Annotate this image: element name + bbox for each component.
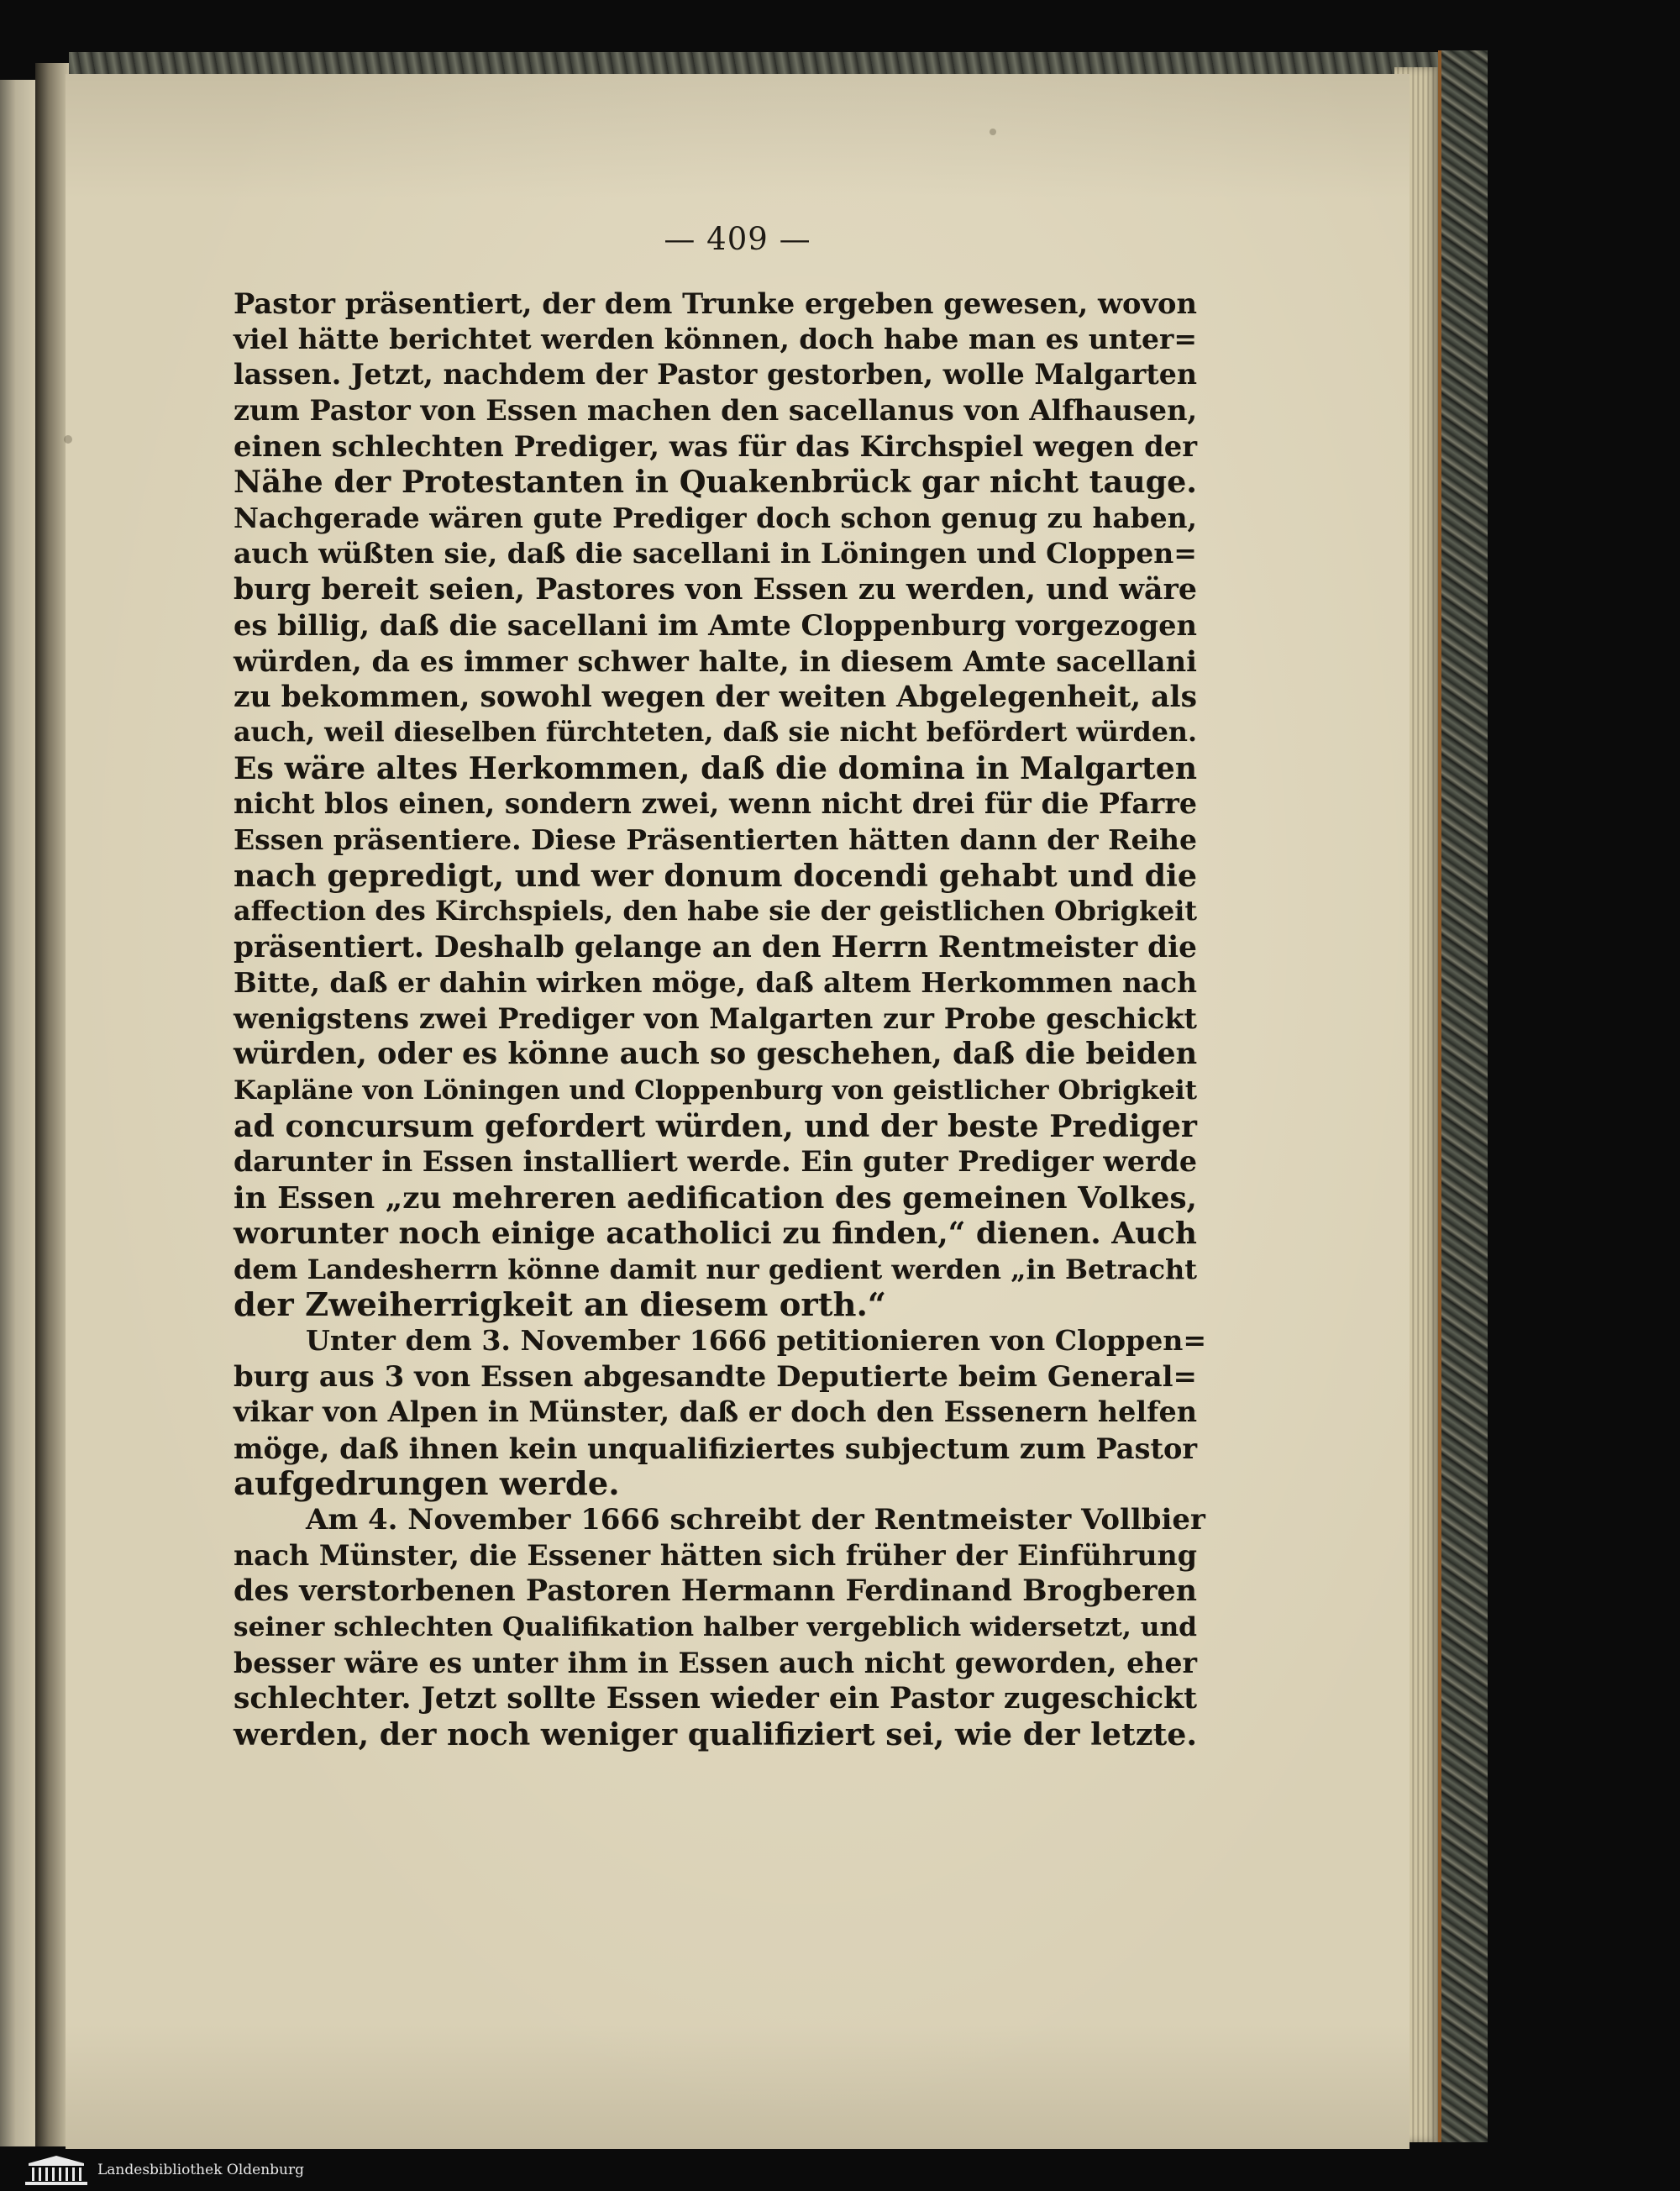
text-line: Unter dem 3. November 1666 petitionieren von Cloppen= [306,1324,1207,1358]
text-line: besser wäre es unter ihm in Essen auch nicht geworden, eher [234,1646,1197,1679]
text-line: werden, der noch weniger qualifiziert sei, wie der letzte. [234,1715,1197,1752]
book-page [66,74,1410,2149]
text-line: würden, da es immer schwer halte, in diesem Amte sacellani [234,644,1197,678]
text-line: ad concursum gefordert würden, und der beste Prediger [234,1107,1197,1144]
library-name: Landesbibliothek Oldenburg [97,2162,305,2178]
text-line: in Essen „zu mehreren aedification des gemeinen Volkes, [234,1180,1197,1216]
text-line: worunter noch einige acatholici zu finden,“ dienen. Auch [234,1216,1197,1252]
text-line: schlechter. Jetzt sollte Essen wieder ein Pastor zugeschickt [234,1682,1197,1716]
paper-spot [64,435,72,444]
text-line: burg aus 3 von Essen abgesandte Deputierte beim General= [234,1359,1197,1394]
text-line: nach gepredigt, und wer donum docendi gehabt und die [234,857,1197,894]
text-line: zum Pastor von Essen machen den sacellanus von Alfhausen, [234,393,1198,427]
text-line: des verstorbenen Pastoren Hermann Ferdinand Brogberen [234,1574,1197,1609]
library-footer [0,2149,1680,2191]
previous-page-edge [0,80,38,2146]
text-line: würden, oder es könne auch so geschehen, daß die beiden [234,1037,1198,1072]
text-line: nicht blos einen, sondern zwei, wenn nicht drei für die Pfarre [234,787,1197,821]
text-line: Bitte, daß er dahin wirken möge, daß altem Herkommen nach [234,966,1197,1000]
book-gutter [35,63,69,2146]
text-line: lassen. Jetzt, nachdem der Pastor gestorben, wolle Malgarten [234,358,1197,391]
body-text [234,286,1207,1752]
text-line: einen schlechten Prediger, was für das Kirchspiel wegen der [234,429,1197,464]
text-line: affection des Kirchspiels, den habe sie der geistlichen Obrigkeit [234,896,1197,927]
text-line: Pastor präsentiert, der dem Trunke ergeben gewesen, wovon [234,286,1197,320]
text-line: präsentiert. Deshalb gelange an den Herrn Rentmeister die [234,930,1197,964]
marbled-cover-edge [1438,50,1488,2142]
text-line: viel hätte berichtet werden können, doch habe man es unter= [234,322,1197,355]
text-line: dem Landesherrn könne damit nur gedient werden „in Betracht [234,1253,1197,1286]
text-line: auch, weil dieselben fürchteten, daß sie nicht befördert würden. [234,717,1197,749]
text-line: Nachgerade wären gute Prediger doch schon genug zu haben, [234,501,1197,534]
text-line: Es wäre altes Herkommen, daß die domina in Malgarten [234,749,1197,786]
text-line: vikar von Alpen in Münster, daß er doch den Essenern helfen [234,1395,1197,1429]
text-line: nach Münster, die Essener hätten sich früher der Einführung [234,1538,1197,1572]
text-line: möge, daß ihnen kein unqualifiziertes subjectum zum Pastor [234,1432,1198,1465]
text-line: Am 4. November 1666 schreibt der Rentmeister Vollbier [306,1503,1205,1537]
text-line: burg bereit seien, Pastores von Essen zu werden, und wäre [234,571,1197,607]
text-line: Essen präsentiere. Diese Präsentierten hätten dann der Reihe [234,822,1197,856]
text-line: auch wüßten sie, daß die sacellani in Löningen und Cloppen= [234,537,1197,570]
text-line: zu bekommen, sowohl wegen der weiten Abgelegenheit, als [234,680,1198,714]
text-line: Nähe der Protestanten in Quakenbrück gar nicht tauge. [234,463,1197,500]
library-building-icon [24,2153,89,2187]
text-line: darunter in Essen installiert werde. Ein guter Prediger werde [234,1145,1197,1179]
text-line: aufgedrungen werde. [234,1464,620,1503]
page-number: — 409 — [664,221,811,257]
text-line: der Zweiherrigkeit an diesem orth.“ [234,1285,887,1324]
text-line: es billig, daß die sacellani im Amte Cloppenburg vorgezogen [234,608,1197,643]
paper-spot [990,129,996,135]
text-line: Kapläne von Löningen und Cloppenburg von geistlicher Obrigkeit [234,1075,1197,1106]
text-line: wenigstens zwei Prediger von Malgarten zur Probe geschickt [234,1001,1197,1035]
text-line: seiner schlechten Qualifikation halber vergeblich widersetzt, und [234,1611,1197,1642]
